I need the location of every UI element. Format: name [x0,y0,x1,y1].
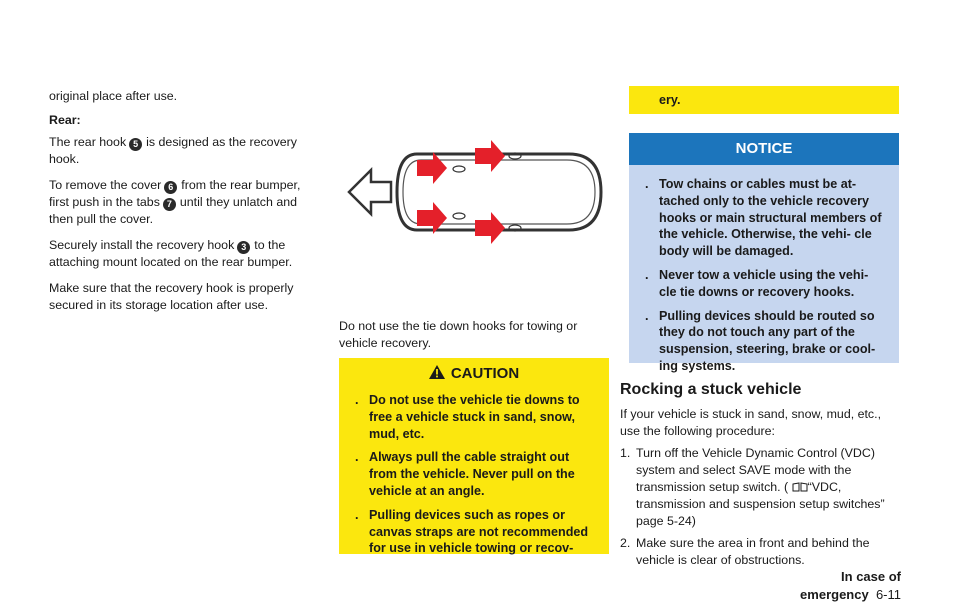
step-number: 2. [620,536,631,550]
notice-item [643,176,889,260]
callout-number: 6 [164,181,177,194]
caution-title: CAUTION [450,365,520,382]
paragraph [49,177,321,228]
text: to the attaching mount located on the rear bumper. [49,238,293,269]
paragraph: Make sure that the recovery hook is properly secured in its storage location after use. [49,281,294,312]
red-arrow [475,140,505,172]
callout-number: 5 [129,138,142,151]
caution-box [339,358,609,554]
left-column [49,88,321,314]
notice-box [629,133,899,373]
notice-header: NOTICE [629,133,899,165]
caution-list [339,392,609,565]
text: from the rear bumper, first push in the tabs [49,178,301,209]
section-intro: If your vehicle is stuck in sand, snow, mud, etc., use the following procedure: [620,407,882,438]
tie-down-diagram [339,92,609,302]
warning-triangle-icon [429,365,445,379]
step-item [620,445,899,530]
text: To remove the cover [49,178,162,192]
page-footer [751,568,901,604]
paragraph [49,134,321,168]
bullet: . [645,177,649,191]
callout-number: 3 [237,241,250,254]
caution-header [339,358,609,390]
caution-continuation-box [629,86,899,114]
bullet: . [645,308,649,323]
paragraph [49,237,321,271]
step-text: Turn off the Vehicle Dynamic Control (VDC) system and select SAVE mode with the transmission setup switch. ( [636,446,875,494]
step-reference: “VDC, transmission and suspension setup switches” page 5-24) [636,480,885,528]
notice-item-text: Never tow a vehicle using the vehi- cle tie downs or recovery hooks. [659,267,869,299]
caution-item-text: ery. [659,93,681,107]
red-arrow [475,212,505,244]
step-number: 1. [620,446,631,460]
bullet: . [355,450,359,465]
caution-item-text: Always pull the cable straight out from the vehicle. Never pull on the vehicle at an angle. [369,450,575,498]
bullet: . [645,267,649,282]
step-item [620,535,899,569]
rocking-section [620,380,899,569]
notice-item-text: Tow chains or cables must be at- tached only to the vehicle recovery hooks or main structural members of the vehicle. Otherwise, the vehi- cle body will be damaged. [659,177,882,259]
tie-down-warning-text: Do not use the tie down hooks for towing or vehicle recovery. [339,319,578,350]
caution-item-text: Pulling devices such as ropes or canvas straps are not recommended for use in vehicle towing or recov- [369,507,589,556]
text: The rear hook [49,135,127,149]
notice-item-text: Pulling devices should be routed so they do not touch any part of the suspension, steering, brake or cool- ing systems. [659,308,876,373]
red-arrow [417,152,447,184]
text: until they unlatch and then pull the cover. [49,195,297,226]
notice-item [643,267,889,301]
page-number: 6-11 [875,587,901,602]
notice-item [643,308,889,375]
text: is designed as the recovery hook. [49,135,297,166]
tie-down-point [453,213,465,219]
caution-item-continued [629,92,899,109]
rear-heading: Rear: [49,113,81,127]
caution-item [353,392,599,442]
caution-item [353,449,599,499]
footer-section: In case of emergency [800,569,901,602]
callout-number: 7 [163,198,176,211]
bullet: . [355,393,359,407]
caution-item-text: Do not use the vehicle tie downs to free a vehicle stuck in sand, snow, mud, etc. [369,393,580,441]
text: Securely install the recovery hook [49,238,235,252]
reference-book-icon [792,482,808,492]
caution-item [353,507,599,557]
paragraph: original place after use. [49,89,178,103]
tie-down-point [453,166,465,172]
bullet: . [355,507,359,522]
notice-list [629,165,899,383]
section-title: Rocking a stuck vehicle [620,381,802,398]
front-direction-arrow [349,170,391,214]
step-text: Make sure the area in front and behind the vehicle is clear of obstructions. [636,536,870,567]
